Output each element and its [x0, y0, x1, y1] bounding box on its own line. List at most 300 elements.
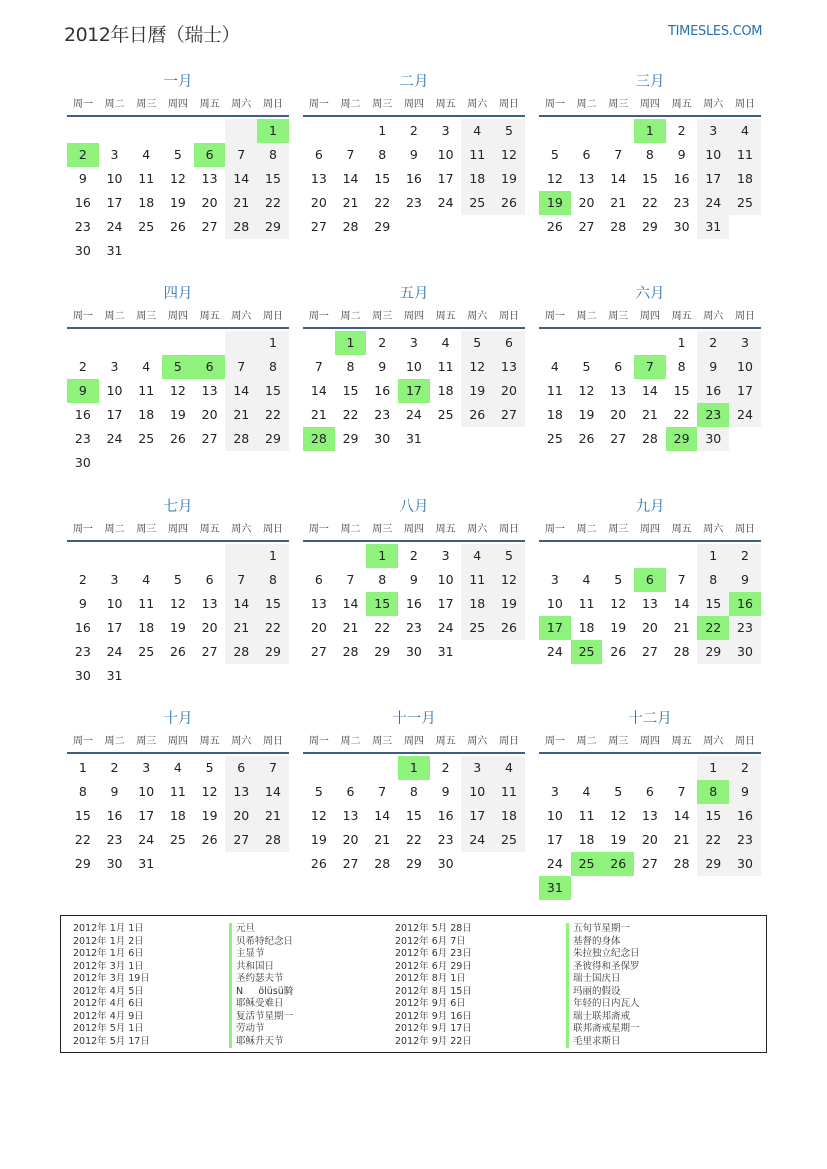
- day-cell[interactable]: 13: [578, 171, 595, 186]
- day-cell[interactable]: 20: [201, 195, 218, 210]
- day-cell[interactable]: 7: [225, 568, 257, 592]
- day-cell[interactable]: 5: [550, 147, 559, 162]
- holiday-day-cell[interactable]: 15: [366, 592, 398, 616]
- holiday-day-cell[interactable]: 2: [67, 143, 99, 167]
- day-cell[interactable]: 30: [673, 219, 690, 234]
- day-cell[interactable]: 9: [409, 147, 418, 162]
- day-cell[interactable]: 26: [493, 191, 525, 215]
- day-cell[interactable]: 22: [374, 195, 391, 210]
- day-cell[interactable]: 8: [697, 568, 729, 592]
- day-cell[interactable]: 25: [138, 431, 155, 446]
- day-cell[interactable]: 2: [409, 123, 418, 138]
- day-cell[interactable]: 24: [138, 832, 155, 847]
- day-cell[interactable]: 31: [106, 668, 123, 683]
- day-cell[interactable]: 28: [342, 644, 359, 659]
- day-cell[interactable]: 16: [405, 596, 422, 611]
- day-cell[interactable]: 1: [677, 335, 686, 350]
- day-cell[interactable]: 3: [142, 760, 151, 775]
- day-cell[interactable]: 12: [610, 808, 627, 823]
- day-cell[interactable]: 5: [614, 784, 623, 799]
- day-cell[interactable]: 16: [374, 383, 391, 398]
- day-cell[interactable]: 30: [729, 640, 761, 664]
- day-cell[interactable]: 25: [493, 828, 525, 852]
- day-cell[interactable]: 4: [142, 572, 151, 587]
- day-cell[interactable]: 27: [201, 431, 218, 446]
- day-cell[interactable]: 23: [74, 644, 91, 659]
- day-cell[interactable]: 14: [225, 379, 257, 403]
- holiday-day-cell[interactable]: 19: [539, 191, 571, 215]
- day-cell[interactable]: 28: [342, 219, 359, 234]
- day-cell[interactable]: 22: [374, 620, 391, 635]
- day-cell[interactable]: 17: [106, 620, 123, 635]
- day-cell[interactable]: 16: [697, 379, 729, 403]
- day-cell[interactable]: 27: [641, 856, 658, 871]
- day-cell[interactable]: 25: [169, 832, 186, 847]
- day-cell[interactable]: 14: [310, 383, 327, 398]
- day-cell[interactable]: 11: [138, 383, 155, 398]
- day-cell[interactable]: 8: [257, 355, 289, 379]
- day-cell[interactable]: 23: [74, 431, 91, 446]
- day-cell[interactable]: 8: [378, 572, 387, 587]
- day-cell[interactable]: 14: [225, 592, 257, 616]
- holiday-day-cell[interactable]: 5: [162, 355, 194, 379]
- holiday-day-cell[interactable]: 6: [194, 143, 226, 167]
- day-cell[interactable]: 4: [142, 147, 151, 162]
- day-cell[interactable]: 20: [310, 195, 327, 210]
- day-cell[interactable]: 14: [673, 808, 690, 823]
- day-cell[interactable]: 11: [578, 596, 595, 611]
- day-cell[interactable]: 2: [378, 335, 387, 350]
- day-cell[interactable]: 27: [201, 219, 218, 234]
- day-cell[interactable]: 10: [461, 780, 493, 804]
- day-cell[interactable]: 4: [173, 760, 182, 775]
- day-cell[interactable]: 15: [342, 383, 359, 398]
- day-cell[interactable]: 7: [257, 756, 289, 780]
- day-cell[interactable]: 18: [729, 167, 761, 191]
- day-cell[interactable]: 1: [697, 544, 729, 568]
- day-cell[interactable]: 17: [546, 832, 563, 847]
- day-cell[interactable]: 26: [546, 219, 563, 234]
- day-cell[interactable]: 15: [697, 804, 729, 828]
- day-cell[interactable]: 5: [461, 331, 493, 355]
- day-cell[interactable]: 4: [729, 119, 761, 143]
- day-cell[interactable]: 19: [169, 407, 186, 422]
- day-cell[interactable]: 27: [225, 828, 257, 852]
- day-cell[interactable]: 12: [201, 784, 218, 799]
- day-cell[interactable]: 9: [78, 171, 87, 186]
- day-cell[interactable]: 25: [546, 431, 563, 446]
- day-cell[interactable]: 6: [314, 572, 323, 587]
- day-cell[interactable]: 6: [493, 331, 525, 355]
- day-cell[interactable]: 27: [610, 431, 627, 446]
- day-cell[interactable]: 12: [546, 171, 563, 186]
- day-cell[interactable]: 26: [493, 616, 525, 640]
- day-cell[interactable]: 29: [641, 219, 658, 234]
- day-cell[interactable]: 7: [346, 572, 355, 587]
- day-cell[interactable]: 15: [697, 592, 729, 616]
- day-cell[interactable]: 4: [582, 572, 591, 587]
- holiday-day-cell[interactable]: 25: [571, 852, 603, 876]
- day-cell[interactable]: 23: [729, 828, 761, 852]
- day-cell[interactable]: 4: [550, 359, 559, 374]
- day-cell[interactable]: 23: [74, 219, 91, 234]
- day-cell[interactable]: 9: [677, 147, 686, 162]
- day-cell[interactable]: 28: [641, 431, 658, 446]
- day-cell[interactable]: 21: [342, 620, 359, 635]
- day-cell[interactable]: 25: [437, 407, 454, 422]
- day-cell[interactable]: 12: [461, 355, 493, 379]
- day-cell[interactable]: 26: [169, 644, 186, 659]
- day-cell[interactable]: 8: [677, 359, 686, 374]
- day-cell[interactable]: 18: [138, 620, 155, 635]
- day-cell[interactable]: 17: [106, 195, 123, 210]
- day-cell[interactable]: 12: [578, 383, 595, 398]
- day-cell[interactable]: 7: [225, 143, 257, 167]
- day-cell[interactable]: 26: [310, 856, 327, 871]
- day-cell[interactable]: 10: [106, 596, 123, 611]
- day-cell[interactable]: 2: [409, 548, 418, 563]
- day-cell[interactable]: 10: [106, 171, 123, 186]
- holiday-day-cell[interactable]: 6: [634, 568, 666, 592]
- day-cell[interactable]: 20: [641, 620, 658, 635]
- day-cell[interactable]: 20: [578, 195, 595, 210]
- day-cell[interactable]: 28: [225, 427, 257, 451]
- day-cell[interactable]: 4: [142, 359, 151, 374]
- day-cell[interactable]: 15: [374, 171, 391, 186]
- holiday-day-cell[interactable]: 23: [697, 403, 729, 427]
- day-cell[interactable]: 12: [169, 383, 186, 398]
- day-cell[interactable]: 20: [641, 832, 658, 847]
- day-cell[interactable]: 11: [546, 383, 563, 398]
- day-cell[interactable]: 7: [677, 572, 686, 587]
- day-cell[interactable]: 27: [578, 219, 595, 234]
- holiday-day-cell[interactable]: 1: [366, 544, 398, 568]
- day-cell[interactable]: 26: [169, 219, 186, 234]
- day-cell[interactable]: 19: [461, 379, 493, 403]
- day-cell[interactable]: 16: [673, 171, 690, 186]
- day-cell[interactable]: 12: [310, 808, 327, 823]
- day-cell[interactable]: 11: [138, 171, 155, 186]
- day-cell[interactable]: 14: [225, 167, 257, 191]
- day-cell[interactable]: 10: [546, 808, 563, 823]
- day-cell[interactable]: 24: [729, 403, 761, 427]
- day-cell[interactable]: 29: [374, 219, 391, 234]
- day-cell[interactable]: 5: [205, 760, 214, 775]
- day-cell[interactable]: 8: [645, 147, 654, 162]
- day-cell[interactable]: 4: [461, 119, 493, 143]
- day-cell[interactable]: 30: [74, 243, 91, 258]
- day-cell[interactable]: 28: [374, 856, 391, 871]
- holiday-day-cell[interactable]: 25: [571, 640, 603, 664]
- day-cell[interactable]: 18: [493, 804, 525, 828]
- day-cell[interactable]: 14: [342, 596, 359, 611]
- day-cell[interactable]: 10: [437, 572, 454, 587]
- day-cell[interactable]: 28: [225, 215, 257, 239]
- holiday-day-cell[interactable]: 17: [539, 616, 571, 640]
- day-cell[interactable]: 9: [441, 784, 450, 799]
- day-cell[interactable]: 23: [673, 195, 690, 210]
- day-cell[interactable]: 21: [225, 403, 257, 427]
- day-cell[interactable]: 12: [493, 568, 525, 592]
- day-cell[interactable]: 5: [493, 119, 525, 143]
- day-cell[interactable]: 20: [493, 379, 525, 403]
- holiday-day-cell[interactable]: 17: [398, 379, 430, 403]
- day-cell[interactable]: 10: [546, 596, 563, 611]
- day-cell[interactable]: 11: [461, 568, 493, 592]
- day-cell[interactable]: 2: [729, 756, 761, 780]
- day-cell[interactable]: 24: [106, 431, 123, 446]
- holiday-day-cell[interactable]: 22: [697, 616, 729, 640]
- holiday-day-cell[interactable]: 8: [697, 780, 729, 804]
- day-cell[interactable]: 16: [106, 808, 123, 823]
- day-cell[interactable]: 14: [641, 383, 658, 398]
- day-cell[interactable]: 31: [437, 644, 454, 659]
- day-cell[interactable]: 30: [729, 852, 761, 876]
- holiday-day-cell[interactable]: 31: [539, 876, 571, 900]
- day-cell[interactable]: 31: [106, 243, 123, 258]
- day-cell[interactable]: 9: [697, 355, 729, 379]
- day-cell[interactable]: 21: [673, 620, 690, 635]
- day-cell[interactable]: 9: [729, 780, 761, 804]
- day-cell[interactable]: 3: [697, 119, 729, 143]
- day-cell[interactable]: 22: [257, 191, 289, 215]
- day-cell[interactable]: 30: [697, 427, 729, 451]
- holiday-day-cell[interactable]: 7: [634, 355, 666, 379]
- day-cell[interactable]: 4: [582, 784, 591, 799]
- day-cell[interactable]: 1: [257, 331, 289, 355]
- day-cell[interactable]: 25: [461, 616, 493, 640]
- day-cell[interactable]: 19: [169, 195, 186, 210]
- day-cell[interactable]: 13: [225, 780, 257, 804]
- day-cell[interactable]: 2: [110, 760, 119, 775]
- day-cell[interactable]: 19: [610, 832, 627, 847]
- day-cell[interactable]: 29: [697, 852, 729, 876]
- day-cell[interactable]: 5: [173, 572, 182, 587]
- day-cell[interactable]: 9: [110, 784, 119, 799]
- day-cell[interactable]: 17: [697, 167, 729, 191]
- day-cell[interactable]: 3: [550, 784, 559, 799]
- day-cell[interactable]: 13: [641, 808, 658, 823]
- day-cell[interactable]: 28: [610, 219, 627, 234]
- day-cell[interactable]: 5: [314, 784, 323, 799]
- day-cell[interactable]: 14: [257, 780, 289, 804]
- day-cell[interactable]: 8: [257, 568, 289, 592]
- holiday-day-cell[interactable]: 1: [335, 331, 367, 355]
- day-cell[interactable]: 13: [201, 171, 218, 186]
- day-cell[interactable]: 7: [378, 784, 387, 799]
- day-cell[interactable]: 13: [641, 596, 658, 611]
- day-cell[interactable]: 18: [437, 383, 454, 398]
- day-cell[interactable]: 15: [257, 379, 289, 403]
- day-cell[interactable]: 25: [461, 191, 493, 215]
- day-cell[interactable]: 28: [225, 640, 257, 664]
- day-cell[interactable]: 18: [578, 832, 595, 847]
- day-cell[interactable]: 19: [493, 167, 525, 191]
- day-cell[interactable]: 26: [201, 832, 218, 847]
- day-cell[interactable]: 14: [673, 596, 690, 611]
- day-cell[interactable]: 23: [729, 616, 761, 640]
- day-cell[interactable]: 18: [546, 407, 563, 422]
- day-cell[interactable]: 13: [493, 355, 525, 379]
- day-cell[interactable]: 1: [78, 760, 87, 775]
- holiday-day-cell[interactable]: 1: [257, 119, 289, 143]
- day-cell[interactable]: 28: [673, 856, 690, 871]
- day-cell[interactable]: 18: [578, 620, 595, 635]
- day-cell[interactable]: 26: [169, 431, 186, 446]
- day-cell[interactable]: 16: [74, 195, 91, 210]
- day-cell[interactable]: 30: [405, 644, 422, 659]
- day-cell[interactable]: 21: [310, 407, 327, 422]
- day-cell[interactable]: 6: [225, 756, 257, 780]
- day-cell[interactable]: 22: [641, 195, 658, 210]
- day-cell[interactable]: 24: [405, 407, 422, 422]
- day-cell[interactable]: 19: [493, 592, 525, 616]
- day-cell[interactable]: 29: [405, 856, 422, 871]
- day-cell[interactable]: 12: [493, 143, 525, 167]
- day-cell[interactable]: 21: [673, 832, 690, 847]
- day-cell[interactable]: 21: [374, 832, 391, 847]
- day-cell[interactable]: 2: [441, 760, 450, 775]
- day-cell[interactable]: 22: [405, 832, 422, 847]
- day-cell[interactable]: 1: [378, 123, 387, 138]
- day-cell[interactable]: 17: [138, 808, 155, 823]
- day-cell[interactable]: 16: [74, 620, 91, 635]
- day-cell[interactable]: 7: [677, 784, 686, 799]
- day-cell[interactable]: 17: [461, 804, 493, 828]
- day-cell[interactable]: 2: [697, 331, 729, 355]
- day-cell[interactable]: 20: [610, 407, 627, 422]
- day-cell[interactable]: 22: [257, 403, 289, 427]
- day-cell[interactable]: 24: [437, 620, 454, 635]
- holiday-day-cell[interactable]: 28: [303, 427, 335, 451]
- day-cell[interactable]: 12: [610, 596, 627, 611]
- day-cell[interactable]: 27: [641, 644, 658, 659]
- day-cell[interactable]: 29: [342, 431, 359, 446]
- day-cell[interactable]: 18: [138, 407, 155, 422]
- day-cell[interactable]: 15: [257, 167, 289, 191]
- holiday-day-cell[interactable]: 6: [194, 355, 226, 379]
- day-cell[interactable]: 3: [110, 147, 119, 162]
- day-cell[interactable]: 13: [310, 596, 327, 611]
- day-cell[interactable]: 4: [441, 335, 450, 350]
- day-cell[interactable]: 11: [729, 143, 761, 167]
- day-cell[interactable]: 18: [461, 592, 493, 616]
- holiday-day-cell[interactable]: 9: [67, 379, 99, 403]
- day-cell[interactable]: 5: [582, 359, 591, 374]
- day-cell[interactable]: 7: [225, 355, 257, 379]
- day-cell[interactable]: 11: [138, 596, 155, 611]
- day-cell[interactable]: 17: [437, 596, 454, 611]
- day-cell[interactable]: 19: [578, 407, 595, 422]
- day-cell[interactable]: 5: [493, 544, 525, 568]
- day-cell[interactable]: 27: [342, 856, 359, 871]
- day-cell[interactable]: 3: [110, 572, 119, 587]
- day-cell[interactable]: 9: [78, 596, 87, 611]
- day-cell[interactable]: 4: [493, 756, 525, 780]
- day-cell[interactable]: 10: [106, 383, 123, 398]
- day-cell[interactable]: 6: [205, 572, 214, 587]
- day-cell[interactable]: 24: [106, 219, 123, 234]
- day-cell[interactable]: 13: [342, 808, 359, 823]
- day-cell[interactable]: 8: [257, 143, 289, 167]
- holiday-day-cell[interactable]: 26: [602, 852, 634, 876]
- day-cell[interactable]: 30: [437, 856, 454, 871]
- day-cell[interactable]: 20: [310, 620, 327, 635]
- holiday-day-cell[interactable]: 1: [634, 119, 666, 143]
- day-cell[interactable]: 13: [610, 383, 627, 398]
- day-cell[interactable]: 17: [106, 407, 123, 422]
- day-cell[interactable]: 24: [546, 856, 563, 871]
- day-cell[interactable]: 23: [374, 407, 391, 422]
- day-cell[interactable]: 29: [257, 427, 289, 451]
- day-cell[interactable]: 10: [437, 147, 454, 162]
- day-cell[interactable]: 21: [257, 804, 289, 828]
- day-cell[interactable]: 6: [582, 147, 591, 162]
- day-cell[interactable]: 27: [201, 644, 218, 659]
- day-cell[interactable]: 23: [405, 620, 422, 635]
- day-cell[interactable]: 21: [225, 191, 257, 215]
- day-cell[interactable]: 20: [201, 407, 218, 422]
- day-cell[interactable]: 1: [697, 756, 729, 780]
- day-cell[interactable]: 12: [169, 596, 186, 611]
- day-cell[interactable]: 25: [138, 644, 155, 659]
- day-cell[interactable]: 26: [610, 644, 627, 659]
- day-cell[interactable]: 3: [729, 331, 761, 355]
- day-cell[interactable]: 27: [310, 644, 327, 659]
- day-cell[interactable]: 31: [138, 856, 155, 871]
- day-cell[interactable]: 16: [437, 808, 454, 823]
- day-cell[interactable]: 17: [729, 379, 761, 403]
- holiday-day-cell[interactable]: 16: [729, 592, 761, 616]
- day-cell[interactable]: 5: [614, 572, 623, 587]
- day-cell[interactable]: 26: [461, 403, 493, 427]
- day-cell[interactable]: 23: [437, 832, 454, 847]
- day-cell[interactable]: 11: [461, 143, 493, 167]
- day-cell[interactable]: 13: [310, 171, 327, 186]
- day-cell[interactable]: 30: [74, 668, 91, 683]
- day-cell[interactable]: 30: [106, 856, 123, 871]
- day-cell[interactable]: 31: [697, 215, 729, 239]
- day-cell[interactable]: 13: [201, 596, 218, 611]
- day-cell[interactable]: 15: [673, 383, 690, 398]
- day-cell[interactable]: 25: [138, 219, 155, 234]
- day-cell[interactable]: 25: [729, 191, 761, 215]
- day-cell[interactable]: 3: [461, 756, 493, 780]
- day-cell[interactable]: 8: [346, 359, 355, 374]
- day-cell[interactable]: 18: [138, 195, 155, 210]
- day-cell[interactable]: 14: [610, 171, 627, 186]
- day-cell[interactable]: 2: [729, 544, 761, 568]
- day-cell[interactable]: 10: [138, 784, 155, 799]
- day-cell[interactable]: 3: [409, 335, 418, 350]
- day-cell[interactable]: 30: [74, 455, 91, 470]
- day-cell[interactable]: 10: [405, 359, 422, 374]
- day-cell[interactable]: 7: [614, 147, 623, 162]
- day-cell[interactable]: 21: [342, 195, 359, 210]
- day-cell[interactable]: 6: [614, 359, 623, 374]
- day-cell[interactable]: 28: [673, 644, 690, 659]
- day-cell[interactable]: 14: [374, 808, 391, 823]
- day-cell[interactable]: 2: [78, 572, 87, 587]
- day-cell[interactable]: 3: [110, 359, 119, 374]
- day-cell[interactable]: 8: [378, 147, 387, 162]
- day-cell[interactable]: 15: [257, 592, 289, 616]
- day-cell[interactable]: 3: [441, 548, 450, 563]
- day-cell[interactable]: 29: [697, 640, 729, 664]
- day-cell[interactable]: 10: [697, 143, 729, 167]
- day-cell[interactable]: 2: [78, 359, 87, 374]
- day-cell[interactable]: 21: [225, 616, 257, 640]
